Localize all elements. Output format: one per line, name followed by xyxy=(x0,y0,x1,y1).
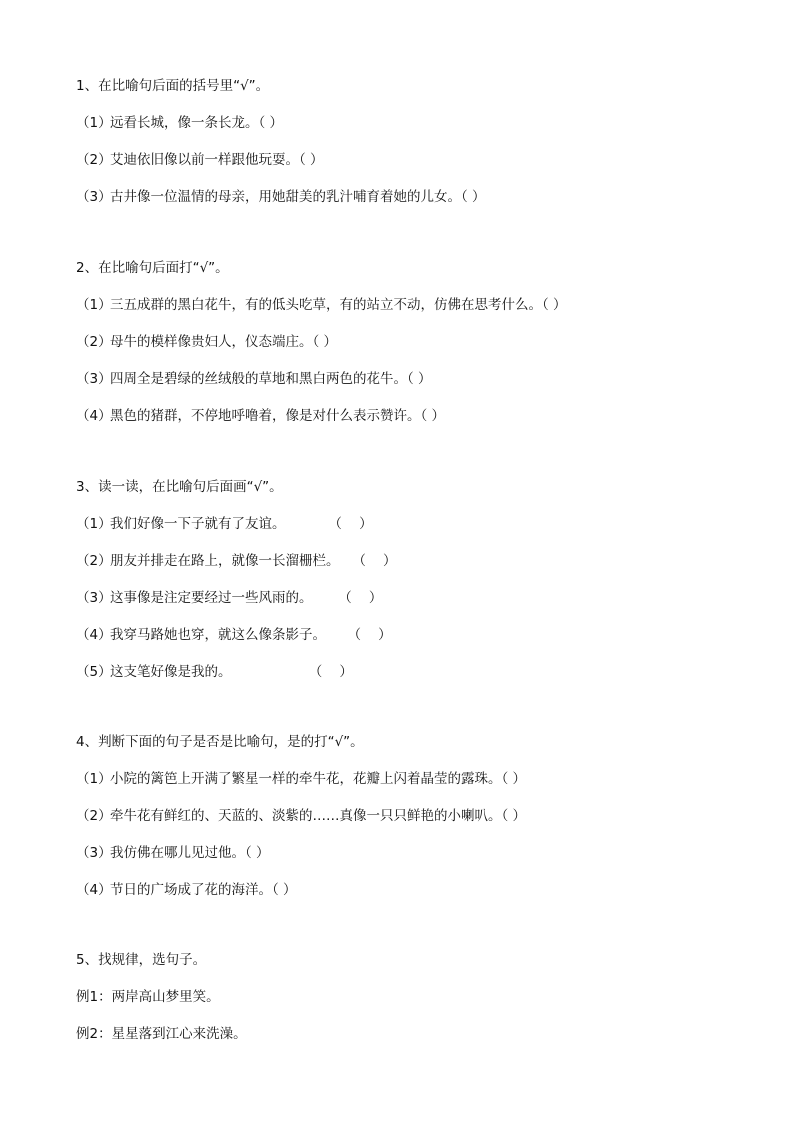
item-number: （1） xyxy=(76,771,112,787)
example-label: 例1： xyxy=(76,989,112,1005)
item-text: 这事像是注定要经过一些风雨的。 （ ） xyxy=(110,590,383,606)
example-text: 两岸高山梦里笑。 xyxy=(111,989,220,1005)
list-item xyxy=(76,332,766,352)
list-item xyxy=(76,514,766,534)
question-2 xyxy=(76,258,766,426)
item-text: 黑色的猪群，不停地呼噜着，像是对什么表示赞许。（ ） xyxy=(110,408,446,424)
item-text: 节日的广场成了花的海洋。（ ） xyxy=(110,882,297,898)
question-title: 1、在比喻句后面的括号里“√”。 xyxy=(76,78,270,94)
list-item xyxy=(76,806,766,826)
item-text: 古井像一位温情的母亲，用她甜美的乳汁哺育着她的儿女。（ ） xyxy=(110,189,486,205)
question-title: 4、判断下面的句子是否是比喻句，是的打“√”。 xyxy=(76,734,364,750)
item-text: 小院的篱笆上开满了繁星一样的牵牛花，花瓣上闪着晶莹的露珠。（ ） xyxy=(110,771,527,787)
question-5 xyxy=(76,950,766,1044)
question-1 xyxy=(76,76,766,207)
item-number: （2） xyxy=(76,152,112,168)
item-number: （4） xyxy=(76,627,112,643)
item-number: （4） xyxy=(76,882,112,898)
list-item xyxy=(76,113,766,133)
item-text: 牵牛花有鲜红的、天蓝的、淡紫的……真像一只只鲜艳的小喇叭。（ ） xyxy=(110,808,527,824)
item-text: 我仿佛在哪儿见过他。（ ） xyxy=(110,845,270,861)
list-item xyxy=(76,843,766,863)
question-title: 2、在比喻句后面打“√”。 xyxy=(76,260,229,276)
list-item xyxy=(76,769,766,789)
example-item xyxy=(76,1024,766,1044)
item-number: （5） xyxy=(76,664,112,680)
item-number: （1） xyxy=(76,115,112,131)
item-text: 远看长城，像一条长龙。（ ） xyxy=(110,115,284,131)
list-item xyxy=(76,880,766,900)
question-title: 5、找规律，选句子。 xyxy=(76,952,207,968)
item-number: （2） xyxy=(76,553,112,569)
question-4 xyxy=(76,732,766,900)
item-number: （2） xyxy=(76,808,112,824)
item-text: 四周全是碧绿的丝绒般的草地和黑白两色的花牛。（ ） xyxy=(110,371,432,387)
item-text: 母牛的模样像贵妇人，仪态端庄。（ ） xyxy=(110,334,338,350)
item-number: （3） xyxy=(76,845,112,861)
list-item xyxy=(76,406,766,426)
example-text: 星星落到江心来洗澡。 xyxy=(111,1026,247,1042)
item-text: 三五成群的黑白花牛，有的低头吃草，有的站立不动，仿佛在思考什么。（ ） xyxy=(110,297,567,313)
list-item xyxy=(76,187,766,207)
item-number: （1） xyxy=(76,297,112,313)
question-title: 3、读一读，在比喻句后面画“√”。 xyxy=(76,479,283,495)
item-number: （3） xyxy=(76,189,112,205)
list-item xyxy=(76,150,766,170)
list-item xyxy=(76,625,766,645)
example-item xyxy=(76,987,766,1007)
list-item xyxy=(76,551,766,571)
item-number: （1） xyxy=(76,516,112,532)
list-item xyxy=(76,369,766,389)
item-text: 朋友并排走在路上，就像一长溜栅栏。 （ ） xyxy=(110,553,397,569)
example-label: 例2： xyxy=(76,1026,112,1042)
item-number: （3） xyxy=(76,590,112,606)
question-3 xyxy=(76,477,766,682)
list-item xyxy=(76,588,766,608)
item-text: 艾迪依旧像以前一样跟他玩耍。（ ） xyxy=(110,152,324,168)
item-text: 我们好像一下子就有了友谊。 （ ） xyxy=(110,516,373,532)
item-number: （2） xyxy=(76,334,112,350)
item-text: 这支笔好像是我的。 （ ） xyxy=(110,664,353,680)
list-item xyxy=(76,295,766,315)
item-number: （3） xyxy=(76,371,112,387)
list-item xyxy=(76,662,766,682)
item-number: （4） xyxy=(76,408,112,424)
item-text: 我穿马路她也穿，就这么像条影子。 （ ） xyxy=(110,627,392,643)
